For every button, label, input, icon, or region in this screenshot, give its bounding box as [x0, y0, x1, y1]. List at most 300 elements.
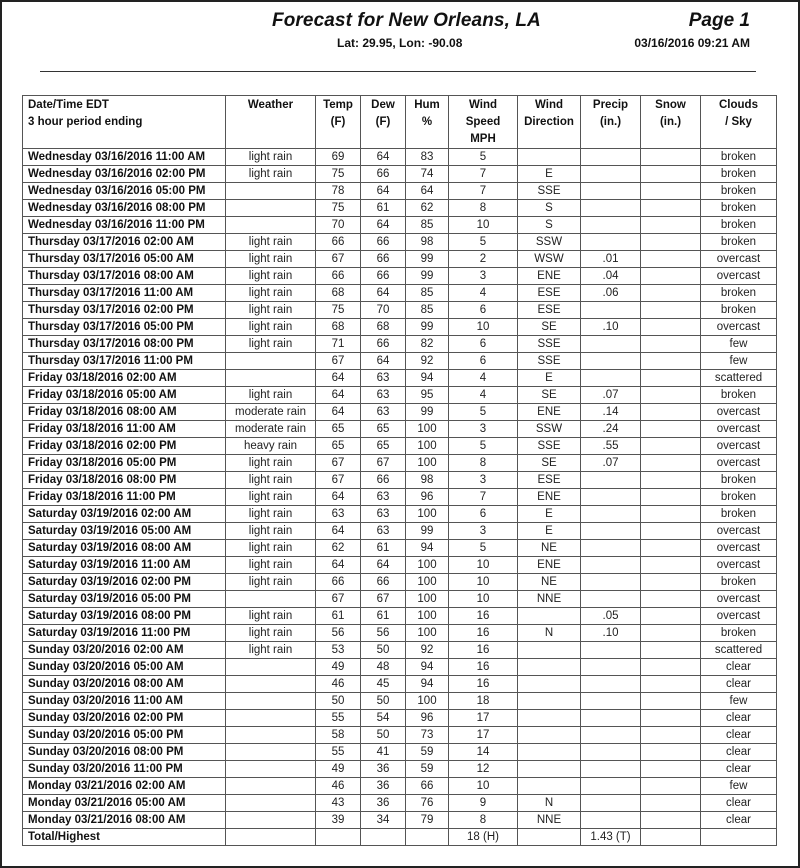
column-header-datetime: [23, 96, 226, 149]
cell-clouds: clear: [701, 727, 777, 744]
cell-weather: [226, 829, 316, 846]
cell-weather: [226, 693, 316, 710]
cell-clouds: broken: [701, 574, 777, 591]
cell-snow: [641, 183, 701, 200]
cell-snow: [641, 285, 701, 302]
cell-hum: 99: [406, 268, 449, 285]
cell-datetime: Wednesday 03/16/2016 11:00 PM: [23, 217, 226, 234]
header-line1: Hum: [414, 99, 440, 111]
cell-weather: [226, 778, 316, 795]
cell-hum: 74: [406, 166, 449, 183]
cell-dew: 66: [361, 336, 406, 353]
cell-hum: 100: [406, 693, 449, 710]
cell-clouds: overcast: [701, 591, 777, 608]
cell-dew: 56: [361, 625, 406, 642]
cell-wind-speed: 16: [449, 642, 518, 659]
cell-temp: 64: [316, 489, 361, 506]
cell-precip: [581, 710, 641, 727]
cell-datetime: Saturday 03/19/2016 11:00 PM: [23, 625, 226, 642]
cell-precip: [581, 506, 641, 523]
cell-snow: [641, 336, 701, 353]
cell-dew: 36: [361, 778, 406, 795]
cell-clouds: broken: [701, 472, 777, 489]
cell-weather: [226, 676, 316, 693]
cell-weather: light rain: [226, 285, 316, 302]
cell-wind-speed: 6: [449, 353, 518, 370]
cell-clouds: broken: [701, 506, 777, 523]
cell-weather: light rain: [226, 557, 316, 574]
cell-wind-dir: ENE: [518, 489, 581, 506]
cell-weather: light rain: [226, 574, 316, 591]
cell-precip: [581, 812, 641, 829]
cell-dew: 61: [361, 608, 406, 625]
cell-dew: 64: [361, 285, 406, 302]
cell-dew: 63: [361, 489, 406, 506]
cell-datetime: Monday 03/21/2016 02:00 AM: [23, 778, 226, 795]
cell-wind-dir: ESE: [518, 472, 581, 489]
cell-wind-speed: 3: [449, 268, 518, 285]
header-line3: MPH: [470, 133, 496, 145]
header-line3: [644, 131, 697, 147]
cell-precip: [581, 727, 641, 744]
cell-wind-speed: 8: [449, 455, 518, 472]
cell-hum: 96: [406, 489, 449, 506]
cell-temp: 75: [316, 200, 361, 217]
cell-dew: 64: [361, 557, 406, 574]
cell-dew: 36: [361, 795, 406, 812]
cell-dew: 45: [361, 676, 406, 693]
cell-temp: 46: [316, 778, 361, 795]
cell-wind-dir: SE: [518, 387, 581, 404]
cell-temp: 69: [316, 149, 361, 166]
cell-datetime: Wednesday 03/16/2016 05:00 PM: [23, 183, 226, 200]
cell-wind-dir: [518, 642, 581, 659]
report-title: Forecast for New Orleans, LA: [272, 10, 541, 31]
table-row: [23, 438, 777, 455]
cell-datetime: Friday 03/18/2016 11:00 AM: [23, 421, 226, 438]
cell-dew: 36: [361, 761, 406, 778]
table-row: [23, 404, 777, 421]
header-line3: [364, 131, 402, 147]
cell-snow: [641, 744, 701, 761]
cell-datetime: Friday 03/18/2016 05:00 AM: [23, 387, 226, 404]
cell-snow: [641, 710, 701, 727]
cell-clouds: clear: [701, 795, 777, 812]
cell-weather: [226, 812, 316, 829]
cell-wind-speed: 10: [449, 557, 518, 574]
cell-hum: 100: [406, 438, 449, 455]
cell-weather: [226, 710, 316, 727]
cell-weather: [226, 183, 316, 200]
cell-precip: [581, 744, 641, 761]
cell-wind-dir: ENE: [518, 268, 581, 285]
cell-weather: light rain: [226, 149, 316, 166]
cell-clouds: clear: [701, 710, 777, 727]
cell-datetime: Friday 03/18/2016 05:00 PM: [23, 455, 226, 472]
cell-clouds: overcast: [701, 455, 777, 472]
column-header-wind-speed: [449, 96, 518, 149]
cell-precip: .04: [581, 268, 641, 285]
cell-dew: 63: [361, 523, 406, 540]
table-row: [23, 540, 777, 557]
cell-weather: moderate rain: [226, 404, 316, 421]
table-row: [23, 795, 777, 812]
header-line3: [319, 131, 357, 147]
cell-datetime: Thursday 03/17/2016 08:00 PM: [23, 336, 226, 353]
table-row: [23, 642, 777, 659]
cell-clouds: broken: [701, 387, 777, 404]
cell-hum: [406, 829, 449, 846]
table-row: [23, 608, 777, 625]
cell-clouds: broken: [701, 200, 777, 217]
cell-precip: .01: [581, 251, 641, 268]
header-line1: Snow: [655, 99, 686, 111]
cell-wind-speed: 6: [449, 506, 518, 523]
cell-clouds: overcast: [701, 421, 777, 438]
cell-hum: 98: [406, 234, 449, 251]
cell-hum: 96: [406, 710, 449, 727]
cell-dew: 61: [361, 200, 406, 217]
cell-clouds: overcast: [701, 404, 777, 421]
cell-datetime: Saturday 03/19/2016 02:00 PM: [23, 574, 226, 591]
cell-hum: 64: [406, 183, 449, 200]
cell-precip: [581, 472, 641, 489]
forecast-table: [22, 95, 777, 846]
cell-clouds: overcast: [701, 268, 777, 285]
cell-wind-speed: 6: [449, 302, 518, 319]
cell-snow: [641, 353, 701, 370]
cell-datetime: Thursday 03/17/2016 11:00 AM: [23, 285, 226, 302]
cell-precip: .55: [581, 438, 641, 455]
cell-precip: [581, 234, 641, 251]
table-row: [23, 812, 777, 829]
cell-datetime: Friday 03/18/2016 11:00 PM: [23, 489, 226, 506]
column-header-snow: [641, 96, 701, 149]
cell-hum: 99: [406, 404, 449, 421]
cell-hum: 100: [406, 625, 449, 642]
cell-weather: light rain: [226, 523, 316, 540]
cell-dew: 63: [361, 370, 406, 387]
table-row: [23, 761, 777, 778]
cell-wind-dir: N: [518, 625, 581, 642]
cell-temp: 65: [316, 438, 361, 455]
cell-dew: 48: [361, 659, 406, 676]
cell-dew: 66: [361, 472, 406, 489]
cell-wind-dir: NNE: [518, 591, 581, 608]
header-line2: %: [421, 116, 433, 128]
cell-hum: 99: [406, 523, 449, 540]
cell-clouds: broken: [701, 285, 777, 302]
cell-datetime: Saturday 03/19/2016 11:00 AM: [23, 557, 226, 574]
cell-snow: [641, 319, 701, 336]
cell-clouds: overcast: [701, 608, 777, 625]
cell-snow: [641, 642, 701, 659]
cell-snow: [641, 523, 701, 540]
cell-weather: light rain: [226, 302, 316, 319]
cell-temp: 55: [316, 744, 361, 761]
cell-wind-dir: SSE: [518, 336, 581, 353]
cell-datetime: Thursday 03/17/2016 02:00 AM: [23, 234, 226, 251]
table-row: [23, 166, 777, 183]
table-row: [23, 506, 777, 523]
table-row: [23, 727, 777, 744]
cell-dew: 64: [361, 353, 406, 370]
cell-hum: 94: [406, 370, 449, 387]
header-line2: (in.): [659, 116, 682, 128]
column-header-clouds: [701, 96, 777, 149]
cell-dew: 63: [361, 404, 406, 421]
cell-wind-dir: [518, 659, 581, 676]
cell-hum: 85: [406, 217, 449, 234]
cell-snow: [641, 506, 701, 523]
cell-wind-dir: S: [518, 217, 581, 234]
cell-temp: 67: [316, 591, 361, 608]
cell-precip: .06: [581, 285, 641, 302]
cell-clouds: clear: [701, 812, 777, 829]
table-row: [23, 268, 777, 285]
cell-precip: [581, 795, 641, 812]
header-line2: / Sky: [725, 116, 752, 128]
table-row: [23, 574, 777, 591]
cell-hum: 99: [406, 319, 449, 336]
cell-dew: 66: [361, 268, 406, 285]
cell-snow: [641, 387, 701, 404]
cell-temp: 63: [316, 506, 361, 523]
table-row: [23, 183, 777, 200]
cell-wind-speed: 5: [449, 234, 518, 251]
cell-clouds: overcast: [701, 557, 777, 574]
column-header-temp: [316, 96, 361, 149]
cell-temp: 46: [316, 676, 361, 693]
cell-weather: light rain: [226, 336, 316, 353]
cell-datetime: Saturday 03/19/2016 02:00 AM: [23, 506, 226, 523]
table-row: [23, 489, 777, 506]
totals-row: [23, 829, 777, 846]
cell-datetime: Sunday 03/20/2016 11:00 AM: [23, 693, 226, 710]
cell-wind-speed: 12: [449, 761, 518, 778]
cell-temp: 64: [316, 370, 361, 387]
cell-snow: [641, 438, 701, 455]
cell-precip: [581, 370, 641, 387]
header-line2: Speed: [465, 116, 501, 128]
cell-datetime: Thursday 03/17/2016 11:00 PM: [23, 353, 226, 370]
table-row: [23, 557, 777, 574]
cell-precip: [581, 659, 641, 676]
cell-weather: light rain: [226, 642, 316, 659]
cell-snow: [641, 829, 701, 846]
cell-snow: [641, 302, 701, 319]
table-row: [23, 659, 777, 676]
table-row: [23, 625, 777, 642]
table-row: [23, 319, 777, 336]
cell-temp: 62: [316, 540, 361, 557]
cell-weather: light rain: [226, 319, 316, 336]
column-header-wind-dir: [518, 96, 581, 149]
cell-hum: 100: [406, 506, 449, 523]
cell-dew: 67: [361, 455, 406, 472]
cell-weather: [226, 591, 316, 608]
cell-wind-dir: SSE: [518, 183, 581, 200]
cell-snow: [641, 200, 701, 217]
cell-wind-speed: 17: [449, 710, 518, 727]
cell-weather: [226, 217, 316, 234]
cell-datetime: Total/Highest: [23, 829, 226, 846]
table-row: [23, 302, 777, 319]
cell-weather: light rain: [226, 506, 316, 523]
cell-datetime: Monday 03/21/2016 08:00 AM: [23, 812, 226, 829]
cell-wind-speed: 3: [449, 523, 518, 540]
cell-clouds: overcast: [701, 438, 777, 455]
cell-wind-speed: 7: [449, 489, 518, 506]
cell-wind-dir: [518, 149, 581, 166]
generated-timestamp: 03/16/2016 09:21 AM: [634, 36, 750, 50]
cell-dew: 50: [361, 642, 406, 659]
table-row: [23, 693, 777, 710]
cell-datetime: Friday 03/18/2016 08:00 AM: [23, 404, 226, 421]
cell-snow: [641, 676, 701, 693]
table-row: [23, 744, 777, 761]
cell-weather: [226, 353, 316, 370]
cell-clouds: scattered: [701, 642, 777, 659]
cell-precip: [581, 778, 641, 795]
cell-snow: [641, 404, 701, 421]
cell-precip: [581, 591, 641, 608]
table-row: [23, 353, 777, 370]
cell-dew: 61: [361, 540, 406, 557]
cell-snow: [641, 472, 701, 489]
header-line2: (F): [330, 116, 346, 128]
cell-temp: 70: [316, 217, 361, 234]
table-row: [23, 778, 777, 795]
cell-precip: [581, 523, 641, 540]
header-line1: Precip: [592, 99, 629, 111]
header-line1: Clouds: [719, 99, 758, 111]
cell-wind-speed: 4: [449, 387, 518, 404]
cell-weather: light rain: [226, 234, 316, 251]
cell-weather: light rain: [226, 455, 316, 472]
cell-dew: 63: [361, 506, 406, 523]
cell-weather: moderate rain: [226, 421, 316, 438]
cell-wind-dir: E: [518, 370, 581, 387]
cell-wind-speed: 7: [449, 183, 518, 200]
cell-wind-dir: SSW: [518, 421, 581, 438]
table-row: [23, 149, 777, 166]
cell-wind-speed: 10: [449, 574, 518, 591]
cell-hum: 92: [406, 642, 449, 659]
cell-clouds: broken: [701, 234, 777, 251]
cell-clouds: broken: [701, 489, 777, 506]
cell-weather: light rain: [226, 251, 316, 268]
cell-wind-speed: 7: [449, 166, 518, 183]
cell-weather: light rain: [226, 472, 316, 489]
table-row: [23, 421, 777, 438]
header-line2: (F): [375, 116, 391, 128]
cell-weather: heavy rain: [226, 438, 316, 455]
cell-precip: .05: [581, 608, 641, 625]
cell-hum: 100: [406, 557, 449, 574]
cell-wind-dir: SSE: [518, 438, 581, 455]
cell-dew: 66: [361, 251, 406, 268]
cell-dew: 65: [361, 421, 406, 438]
cell-snow: [641, 608, 701, 625]
cell-precip: [581, 200, 641, 217]
cell-wind-dir: E: [518, 166, 581, 183]
cell-snow: [641, 778, 701, 795]
cell-temp: 66: [316, 234, 361, 251]
cell-dew: 64: [361, 149, 406, 166]
cell-snow: [641, 625, 701, 642]
cell-clouds: overcast: [701, 251, 777, 268]
cell-precip: [581, 489, 641, 506]
header-line2: 3 hour period ending: [28, 116, 143, 128]
table-row: [23, 251, 777, 268]
header-line3: [521, 131, 577, 147]
cell-wind-dir: [518, 727, 581, 744]
cell-precip: 1.43 (T): [581, 829, 641, 846]
cell-dew: 64: [361, 183, 406, 200]
cell-wind-speed: 17: [449, 727, 518, 744]
cell-datetime: Wednesday 03/16/2016 02:00 PM: [23, 166, 226, 183]
cell-temp: 64: [316, 404, 361, 421]
cell-hum: 94: [406, 540, 449, 557]
cell-wind-speed: 10: [449, 591, 518, 608]
cell-snow: [641, 370, 701, 387]
page-number: Page 1: [688, 10, 750, 31]
cell-wind-dir: N: [518, 795, 581, 812]
cell-wind-speed: 4: [449, 370, 518, 387]
cell-clouds: clear: [701, 659, 777, 676]
cell-wind-speed: 16: [449, 608, 518, 625]
cell-temp: 39: [316, 812, 361, 829]
cell-wind-dir: SSW: [518, 234, 581, 251]
cell-precip: .14: [581, 404, 641, 421]
cell-hum: 95: [406, 387, 449, 404]
table-row: [23, 217, 777, 234]
cell-wind-dir: E: [518, 523, 581, 540]
table-row: [23, 591, 777, 608]
cell-temp: [316, 829, 361, 846]
cell-clouds: clear: [701, 676, 777, 693]
column-header-dew: [361, 96, 406, 149]
cell-temp: 64: [316, 387, 361, 404]
cell-temp: 49: [316, 659, 361, 676]
cell-dew: 64: [361, 217, 406, 234]
header-line3: [28, 131, 222, 147]
cell-hum: 100: [406, 608, 449, 625]
cell-wind-speed: 9: [449, 795, 518, 812]
cell-datetime: Sunday 03/20/2016 08:00 AM: [23, 676, 226, 693]
cell-datetime: Friday 03/18/2016 02:00 AM: [23, 370, 226, 387]
cell-wind-speed: 4: [449, 285, 518, 302]
cell-snow: [641, 234, 701, 251]
cell-snow: [641, 540, 701, 557]
cell-clouds: broken: [701, 302, 777, 319]
column-header-weather: [226, 96, 316, 149]
column-header-hum: [406, 96, 449, 149]
cell-snow: [641, 251, 701, 268]
cell-precip: [581, 693, 641, 710]
table-row: [23, 200, 777, 217]
cell-temp: 43: [316, 795, 361, 812]
cell-datetime: Saturday 03/19/2016 08:00 PM: [23, 608, 226, 625]
cell-temp: 65: [316, 421, 361, 438]
cell-datetime: Sunday 03/20/2016 02:00 AM: [23, 642, 226, 659]
cell-wind-speed: 16: [449, 625, 518, 642]
cell-dew: 34: [361, 812, 406, 829]
cell-clouds: few: [701, 336, 777, 353]
cell-wind-speed: 5: [449, 540, 518, 557]
cell-hum: 100: [406, 421, 449, 438]
